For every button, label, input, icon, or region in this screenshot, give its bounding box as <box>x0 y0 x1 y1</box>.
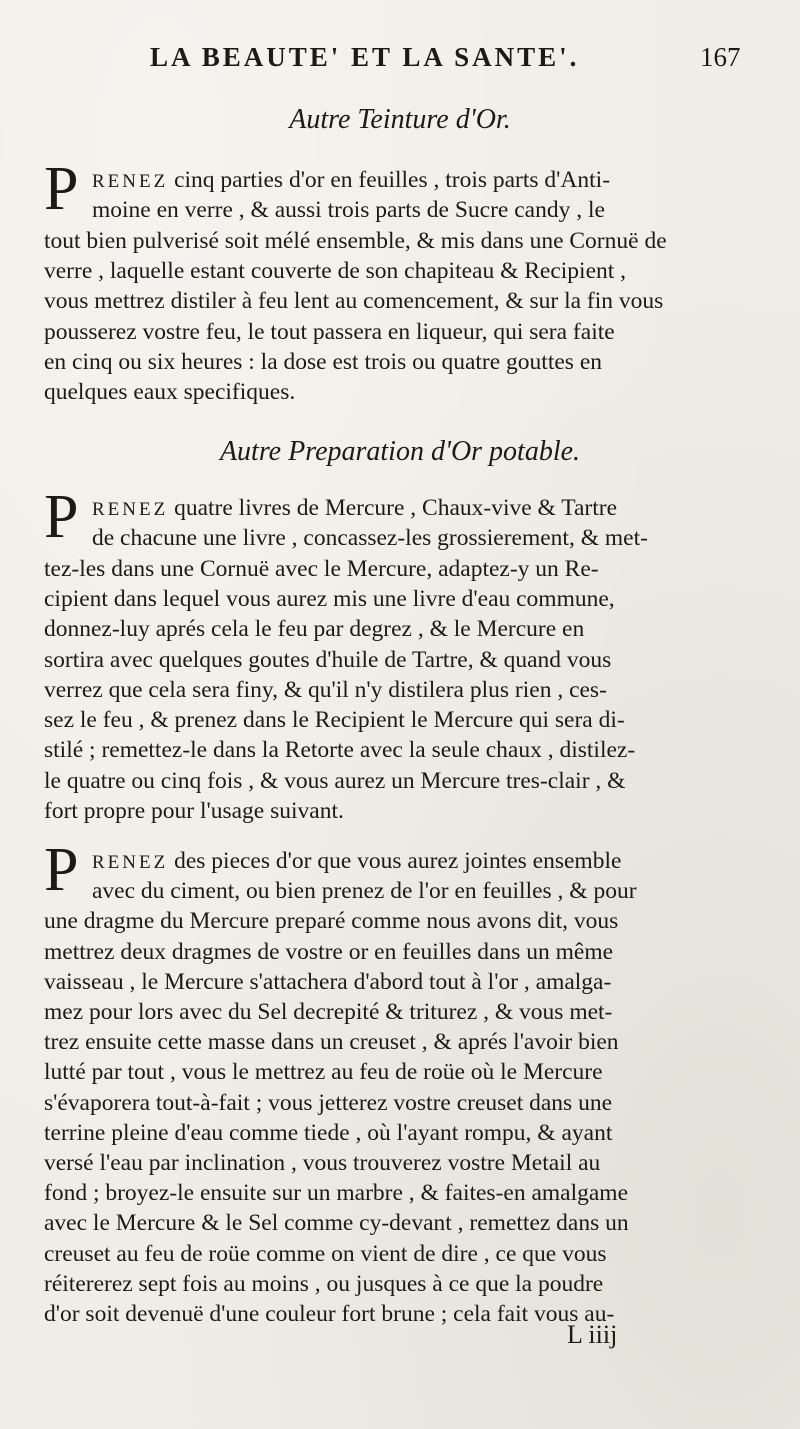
line-text: trez ensuite cette masse dans un creuset , & aprés l'avoir bien <box>44 1029 619 1056</box>
signature-mark: L iiij <box>567 1320 618 1349</box>
text-line <box>44 257 626 285</box>
text-line <box>44 1119 612 1147</box>
text-line <box>44 706 625 734</box>
line-text: donnez-luy aprés cela le feu par degrez , & le Mercure en <box>44 616 585 643</box>
text-line <box>44 998 612 1026</box>
line-text: tout bien pulverisé soit mélé ensemble, & mis dans une Cornuë de <box>44 227 667 254</box>
text-line <box>44 1270 603 1298</box>
text-line <box>44 1028 619 1056</box>
line-text: mettrez deux dragmes de vostre or en feuilles dans un même <box>44 938 614 965</box>
line-text: fond ; broyez-le ensuite sur un marbre , & faites-en amalgame <box>44 1180 629 1207</box>
line-text: stilé ; remettez-le dans la Retorte avec la seule chaux , distilez- <box>44 737 636 764</box>
line-text: des pieces d'or que vous aurez jointes ensemble <box>168 848 622 874</box>
line-text: terrine pleine d'eau comme tiede , où l'ayant rompu, & ayant <box>44 1119 613 1146</box>
line-text: cinq parties d'or en feuilles , trois parts d'Anti- <box>168 167 611 193</box>
line-text: quatre livres de Mercure , Chaux-vive & Tartre <box>168 495 618 521</box>
line-text: de chacune une livre , concassez-les grossierement, & met- <box>92 525 648 552</box>
line-text: s'évaporera tout-à-fait ; vous jetterez vostre creuset dans une <box>44 1089 612 1116</box>
text-line <box>44 797 344 825</box>
line-text: vaisseau , le Mercure s'attachera d'abord tout à l'or , amalga- <box>44 968 612 995</box>
small-caps-word: RENEZ <box>92 852 169 873</box>
text-line <box>44 1058 603 1086</box>
text-line <box>92 847 621 875</box>
running-title: LA BEAUTE' ET LA SANTE'. <box>150 42 580 72</box>
line-text: une dragme du Mercure preparé comme nous avons dit, vous <box>44 908 619 935</box>
line-text: cipient dans lequel vous aurez mis une livre d'eau commune, <box>44 585 615 612</box>
text-line <box>44 555 599 583</box>
line-text: vous mettrez distiler à feu lent au comencement, & sur la fin vous <box>44 288 664 315</box>
line-text: réitererez sept fois au moins , ou jusques à ce que la poudre <box>44 1270 604 1297</box>
drop-cap: P <box>44 483 79 551</box>
text-line <box>44 585 615 613</box>
drop-cap: P <box>44 836 79 904</box>
line-text: le quatre ou cinq fois , & vous aurez un Mercure tres-clair , & <box>44 767 626 794</box>
line-text: quelques eaux specifiques. <box>44 379 296 406</box>
text-line <box>44 1149 600 1177</box>
drop-cap: P <box>44 155 79 223</box>
line-text: fort propre pour l'usage suivant. <box>44 798 344 824</box>
line-text: lutté par tout , vous le mettrez au feu de roüe où le Mercure <box>44 1059 603 1086</box>
text-line <box>44 378 295 406</box>
line-text: en cinq ou six heures : la dose est trois ou quatre gouttes en <box>44 348 602 375</box>
text-line <box>92 524 648 552</box>
text-line <box>44 1300 614 1328</box>
text-line <box>92 494 617 522</box>
text-line <box>44 736 635 764</box>
text-line <box>44 227 667 255</box>
text-line <box>44 767 625 795</box>
line-text: sortira avec quelques goutes d'huile de Tartre, & quand vous <box>44 646 612 673</box>
line-text: sez le feu , & prenez dans le Recipient le Mercure qui sera di- <box>44 707 625 734</box>
text-line <box>44 615 584 643</box>
text-line <box>92 877 637 905</box>
line-text: pousserez vostre feu, le tout passera en liqueur, qui sera faite <box>44 318 615 345</box>
text-line <box>92 196 605 224</box>
line-text: verrez que cela sera finy, & qu'il n'y distilera plus rien , ces- <box>44 676 607 703</box>
text-line <box>44 1089 612 1117</box>
page-number: 167 <box>700 42 741 72</box>
line-text: mez pour lors avec du Sel decrepité & triturez , & vous met- <box>44 999 613 1025</box>
line-text: verre , laquelle estant couverte de son chapiteau & Recipient , <box>44 257 627 284</box>
line-text: creuset au feu de roüe comme on vient de dire , ce que vous <box>44 1240 607 1267</box>
text-line <box>44 1209 629 1237</box>
line-text: avec le Mercure & le Sel comme cy-devant , remettez dans un <box>44 1210 629 1237</box>
line-text: moine en verre , & aussi trois parts de Sucre candy , le <box>92 197 605 224</box>
text-line <box>44 1240 606 1268</box>
text-line <box>44 938 613 966</box>
section-heading-or-potable: Autre Preparation d'Or potable. <box>219 436 581 467</box>
line-text: versé l'eau par inclination , vous trouverez vostre Metail au <box>44 1150 601 1176</box>
page-header <box>0 42 800 82</box>
small-caps-word: RENEZ <box>92 171 169 192</box>
text-line <box>44 646 611 674</box>
text-line <box>44 968 611 996</box>
text-line <box>44 1179 628 1207</box>
text-line <box>44 287 663 315</box>
line-text: d'or soit devenuë d'une couleur fort brune ; cela fait vous au- <box>44 1301 615 1327</box>
text-line <box>44 907 618 935</box>
text-line <box>92 166 610 194</box>
section-heading-teinture: Autre Teinture d'Or. <box>289 104 511 135</box>
text-line <box>44 676 607 704</box>
line-text: tez-les dans une Cornuë avec le Mercure, adaptez-y un Re- <box>44 555 599 582</box>
small-caps-word: RENEZ <box>92 499 169 520</box>
text-line <box>44 348 602 376</box>
line-text: avec du ciment, ou bien prenez de l'or en feuilles , & pour <box>92 878 637 905</box>
text-line <box>44 318 615 346</box>
